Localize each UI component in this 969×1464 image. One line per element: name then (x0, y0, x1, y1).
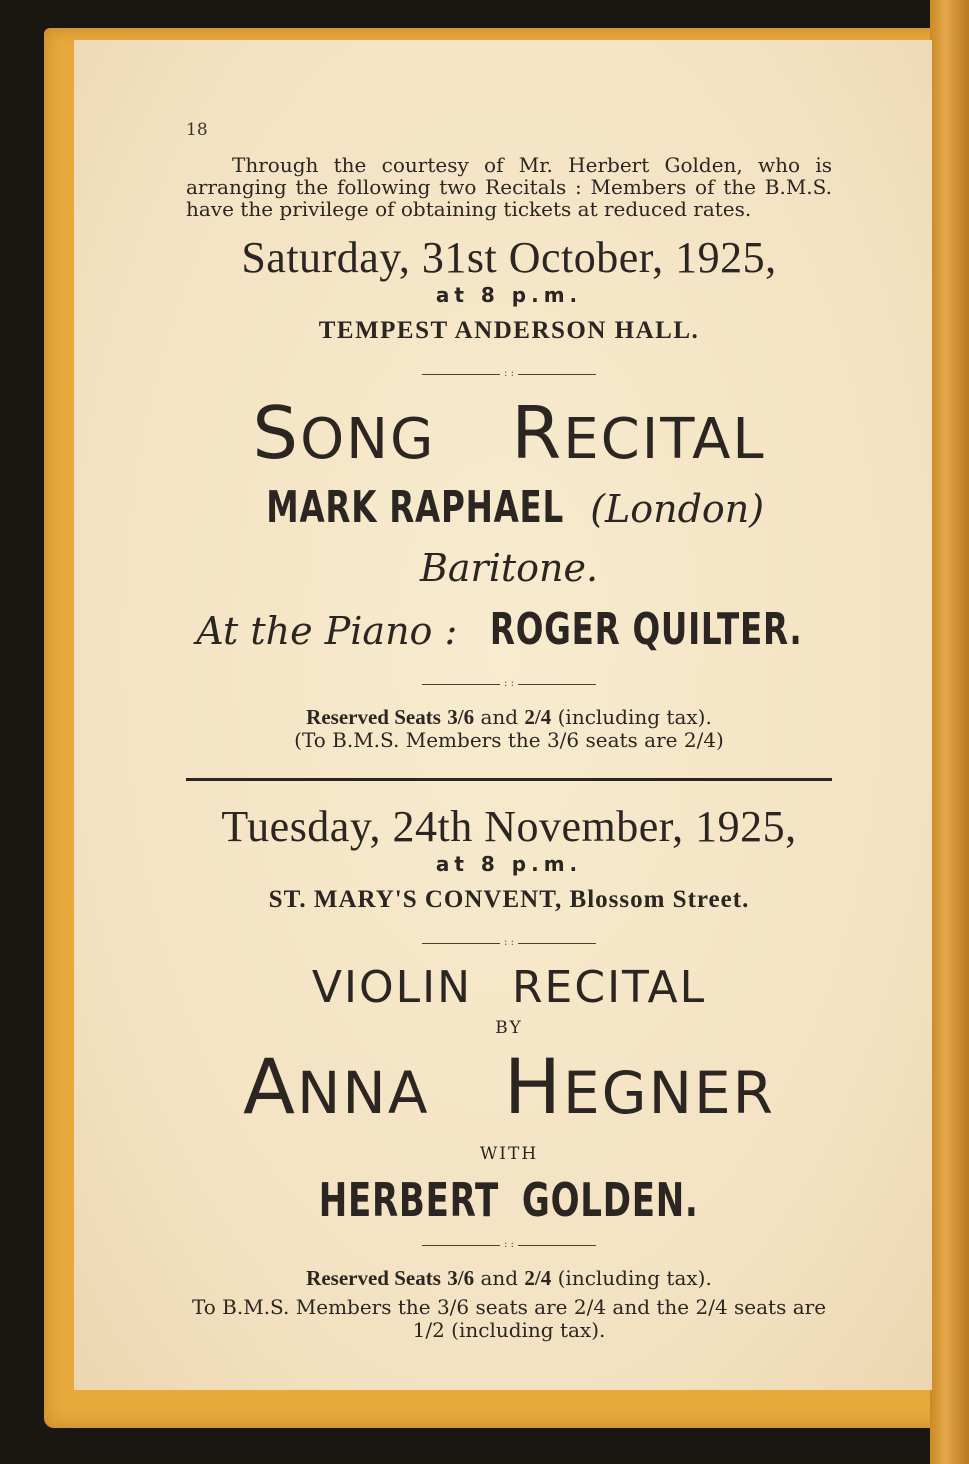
recital-1-divider-top (186, 366, 832, 382)
intro-paragraph: Through the courtesy of Mr. Herbert Golden, who is arranging the following two Recitals : Members of the B.M.S. have the privilege of obtaining tickets at reduced rates. (186, 153, 832, 221)
section-rule (186, 778, 832, 781)
recital-1-divider-bottom (186, 676, 832, 692)
page-number: 18 (186, 120, 208, 140)
price-low: 2/4 (524, 1266, 552, 1290)
recital-2-divider-top (186, 935, 832, 951)
divider-dots: : : (504, 368, 514, 379)
recital-1 (186, 234, 832, 752)
and-word: and (480, 705, 519, 729)
recital-2-venue: ST. MARY'S CONVENT, Blossom Street. (268, 886, 750, 913)
title-initial: R (511, 391, 564, 475)
accompanist-name: HERBERT GOLDEN. (319, 1173, 699, 1227)
prices-label: Reserved Seats (306, 1266, 441, 1290)
title-rest: ONG (300, 407, 436, 472)
piano-label: At the Piano : (196, 609, 458, 653)
price-high: 3/6 (447, 705, 475, 729)
title-rest: ECITAL (563, 407, 766, 472)
performer-line (186, 479, 832, 597)
performer-origin: (London) (590, 487, 765, 531)
pianist-name: ROGER QUILTER. (490, 604, 803, 655)
price-high: 3/6 (447, 1266, 475, 1290)
recital-2-prices (186, 1267, 832, 1290)
violin-recital-title: VIOLIN RECITAL (311, 962, 707, 1013)
violinist-name (186, 1042, 832, 1133)
divider-dots: : : (504, 678, 514, 689)
song-recital-title (186, 391, 832, 479)
divider-line (518, 1245, 596, 1246)
divider-line (518, 684, 596, 685)
recital-2 (186, 803, 832, 1342)
recital-2-date: Tuesday, 24th November, 1925, (221, 802, 797, 851)
name-initial: H (503, 1042, 563, 1131)
tax-note: (including tax). (557, 705, 712, 729)
recital-1-venue: TEMPEST ANDERSON HALL. (318, 317, 700, 344)
divider-line (518, 943, 596, 944)
divider-line (422, 943, 500, 944)
accompanist-line (186, 1171, 832, 1229)
divider-dots: : : (504, 937, 514, 948)
recital-2-member-note: To B.M.S. Members the 3/6 seats are 2/4 and the 2/4 seats are 1/2 (including tax). (191, 1295, 827, 1342)
with-word: WITH (479, 1144, 539, 1164)
name-initial: A (243, 1042, 298, 1131)
divider-line (422, 684, 500, 685)
divider-line (422, 1245, 500, 1246)
recital-1-prices (186, 706, 832, 729)
title-initial: S (252, 391, 301, 475)
price-low: 2/4 (524, 705, 552, 729)
divider-line (422, 374, 500, 375)
name-rest: EGNER (563, 1059, 775, 1127)
performer-name: MARK RAPHAEL (266, 482, 564, 533)
by-word: BY (495, 1018, 523, 1038)
recital-2-time: at 8 p.m. (435, 852, 583, 876)
pianist-line (186, 601, 832, 660)
divider-line (518, 374, 596, 375)
booklet-spine (930, 0, 969, 1464)
program-page (74, 40, 932, 1390)
tax-note: (including tax). (557, 1266, 712, 1290)
page-content (186, 154, 832, 1342)
recital-1-date: Saturday, 31st October, 1925, (241, 233, 777, 282)
performer-voice: Baritone. (419, 546, 599, 590)
divider-dots: : : (504, 1239, 514, 1250)
and-word: and (480, 1266, 519, 1290)
name-rest: NNA (297, 1059, 430, 1127)
recital-1-time: at 8 p.m. (435, 283, 583, 307)
prices-label: Reserved Seats (306, 705, 441, 729)
recital-1-member-note: (To B.M.S. Members the 3/6 seats are 2/4) (294, 728, 724, 752)
recital-2-divider-bottom (186, 1237, 832, 1253)
